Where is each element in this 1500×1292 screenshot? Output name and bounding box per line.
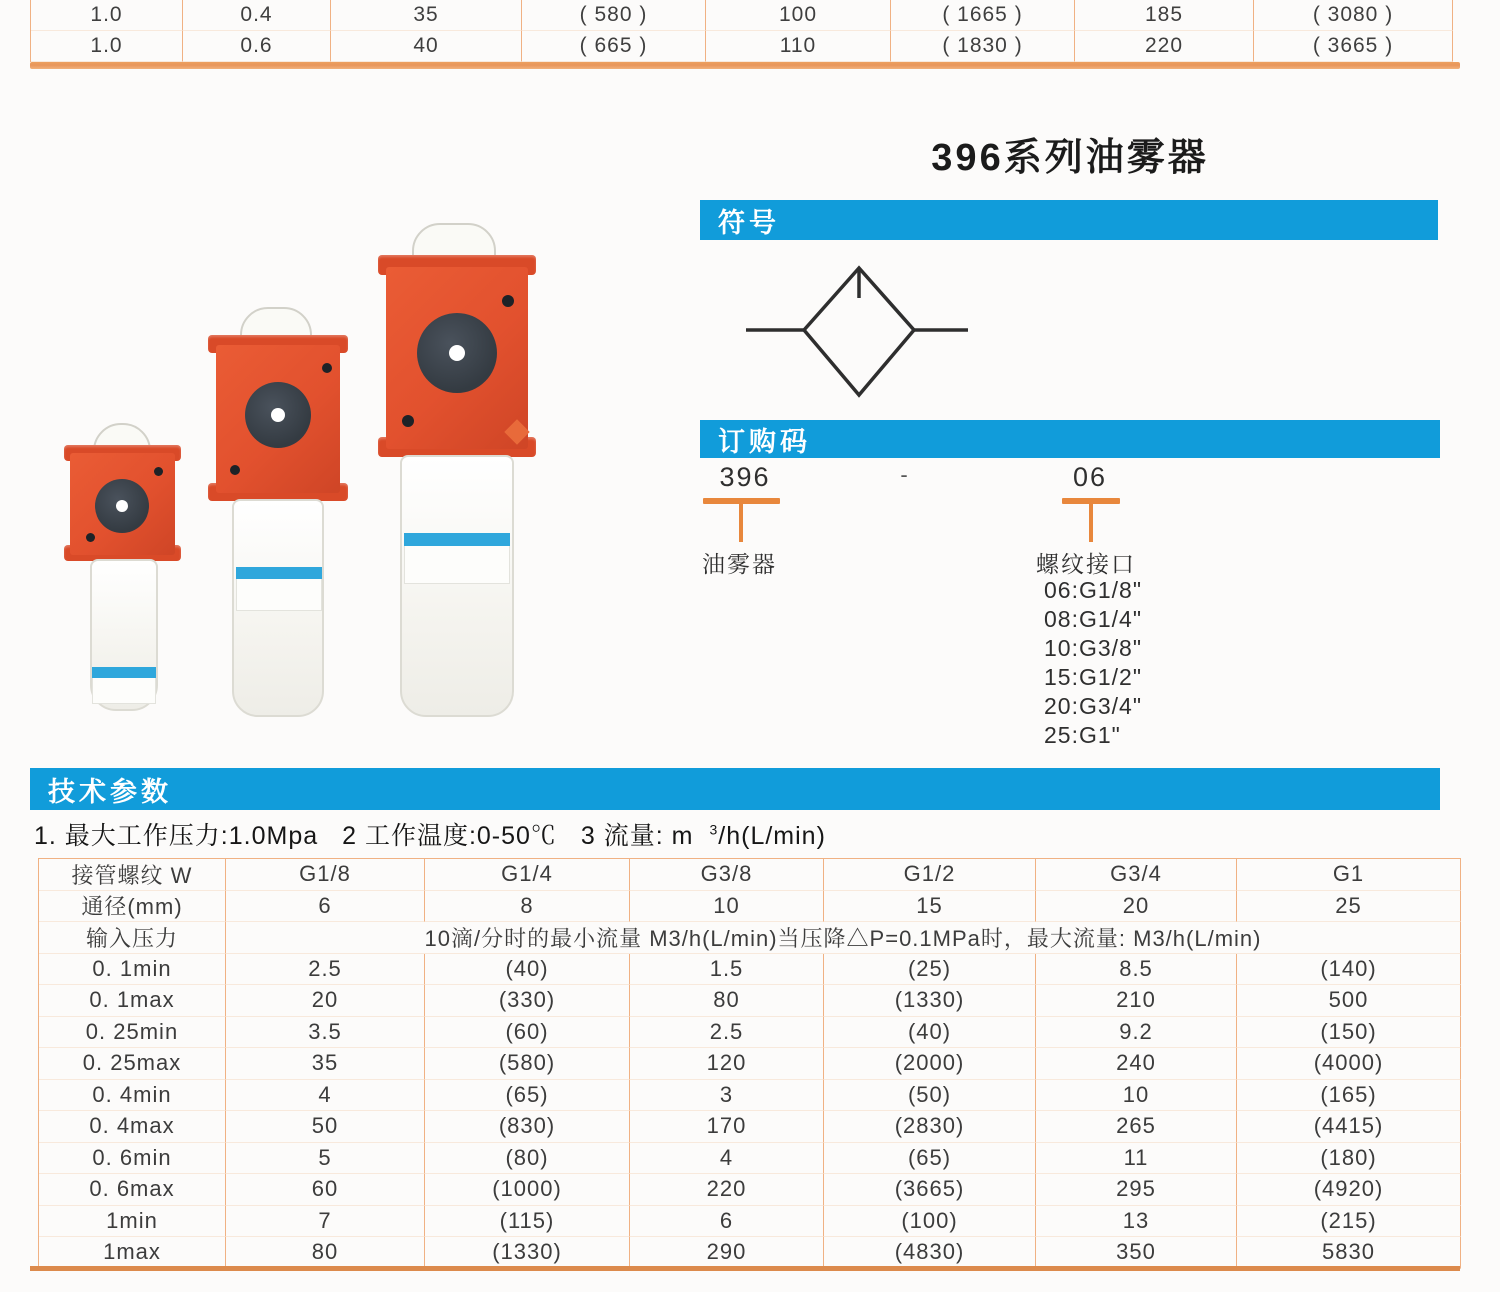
spec-cell: 295 [1036, 1174, 1237, 1206]
spec-row-label: 0. 4max [39, 1111, 226, 1143]
product-label [92, 678, 156, 704]
top-table-cell: 0.6 [183, 31, 331, 62]
product-label [236, 567, 322, 579]
port-option: 06:G1/8" [1044, 577, 1143, 603]
spec-cell: 3.5 [226, 1017, 425, 1049]
spec-cell: 120 [630, 1048, 824, 1080]
spec-cell: 220 [630, 1174, 824, 1206]
top-table-cell: 1.0 [31, 0, 183, 31]
spec-cell: 80 [630, 985, 824, 1017]
notes-line [34, 816, 842, 852]
port-options [1044, 576, 1142, 750]
spec-cell: 1.5 [630, 954, 824, 986]
note-flow-suffix: /h(L/min) [718, 822, 826, 850]
spec-cell: (2830) [824, 1111, 1036, 1143]
spec-cell: 4 [226, 1080, 425, 1112]
spec-header-cell: G1/8 [226, 859, 425, 891]
spec-cell: (215) [1237, 1206, 1461, 1238]
top-table-cell: ( 665 ) [522, 31, 706, 62]
spec-cell: (1330) [824, 985, 1036, 1017]
spec-header-cell: G1/2 [824, 859, 1036, 891]
top-table-cell: ( 3665 ) [1254, 31, 1453, 62]
order-code-marker-stem [739, 504, 743, 542]
symbol-section-header: 符号 [700, 200, 1438, 240]
spec-cell: 210 [1036, 985, 1237, 1017]
screw-dot [502, 295, 514, 307]
top-table-cell: 110 [706, 31, 891, 62]
page-title: 396系列油雾器 [931, 137, 1209, 179]
port-meaning-label: 螺纹接口 [1036, 551, 1136, 577]
screw-dot [154, 467, 163, 476]
spec-row-label: 1max [39, 1237, 226, 1269]
spec-header-cell: 20 [1036, 891, 1237, 923]
spec-cell: 170 [630, 1111, 824, 1143]
port-option: 20:G3/4" [1044, 693, 1143, 719]
spec-cell: (4830) [824, 1237, 1036, 1269]
spec-table-thick-rule [30, 1266, 1460, 1271]
spec-cell: (4920) [1237, 1174, 1461, 1206]
top-table-cell: ( 1830 ) [891, 31, 1075, 62]
product-label [404, 546, 510, 584]
top-table-cell: 40 [331, 31, 522, 62]
order-code-marker-stem [1089, 504, 1093, 542]
top-table-thick-rule [30, 62, 1460, 69]
spec-cell: (115) [425, 1206, 630, 1238]
spec-cell: 60 [226, 1174, 425, 1206]
top-table-cell: 185 [1075, 0, 1254, 31]
spec-cell: 4 [630, 1143, 824, 1175]
spec-header-cell: G1/4 [425, 859, 630, 891]
spec-pressure-note: 10滴/分时的最小流量 M3/h(L/min)当压降△P=0.1MPa时，最大流量: M3/h(L/min) [226, 922, 1461, 954]
spec-cell: 265 [1036, 1111, 1237, 1143]
spec-cell: 5830 [1237, 1237, 1461, 1269]
spec-cell: 290 [630, 1237, 824, 1269]
spec-header-cell: G3/4 [1036, 859, 1237, 891]
order-code-separator: - [900, 462, 910, 487]
port-option: 25:G1" [1044, 722, 1121, 748]
spec-header-cell: G3/8 [630, 859, 824, 891]
spec-cell: 5 [226, 1143, 425, 1175]
spec-cell: 500 [1237, 985, 1461, 1017]
spec-header-cell: 接管螺纹 W [39, 859, 226, 891]
spec-cell: 10 [1036, 1080, 1237, 1112]
top-table-cell: 35 [331, 0, 522, 31]
spec-cell: (1330) [425, 1237, 630, 1269]
order-code-series: 396 [719, 462, 771, 492]
port-option: 08:G1/4" [1044, 606, 1143, 632]
spec-header-cell: 25 [1237, 891, 1461, 923]
spec-cell: 350 [1036, 1237, 1237, 1269]
spec-row-label: 0. 6max [39, 1174, 226, 1206]
spec-cell: (65) [425, 1080, 630, 1112]
spec-cell: (4000) [1237, 1048, 1461, 1080]
product-label [404, 533, 510, 546]
spec-cell: 240 [1036, 1048, 1237, 1080]
spec-cell: (4415) [1237, 1111, 1461, 1143]
spec-cell: (580) [425, 1048, 630, 1080]
spec-row-label: 0. 4min [39, 1080, 226, 1112]
spec-table [38, 858, 1461, 1269]
top-table-cell: ( 1665 ) [891, 0, 1075, 31]
spec-cell: (180) [1237, 1143, 1461, 1175]
spec-cell: (60) [425, 1017, 630, 1049]
spec-cell: (40) [824, 1017, 1036, 1049]
series-meaning-label: 油雾器 [702, 551, 777, 577]
tech-params-section-header: 技术参数 [30, 768, 1440, 810]
spec-cell: 6 [630, 1206, 824, 1238]
spec-cell: (330) [425, 985, 630, 1017]
note-flow-sup: 3 [709, 821, 719, 838]
spec-header-cell: 10 [630, 891, 824, 923]
sight-dot [271, 408, 285, 422]
spec-row-label: 0. 1max [39, 985, 226, 1017]
sight-dot [116, 500, 128, 512]
top-table-cell: 100 [706, 0, 891, 31]
spec-cell: 7 [226, 1206, 425, 1238]
product-gallery [50, 215, 570, 720]
note-max-pressure: 1. 最大工作压力:1.0Mpa [34, 822, 319, 850]
spec-row-label: 0. 25min [39, 1017, 226, 1049]
screw-dot [230, 465, 240, 475]
spec-cell: 50 [226, 1111, 425, 1143]
spec-cell: (830) [425, 1111, 630, 1143]
top-table-cell: 1.0 [31, 31, 183, 62]
note-temperature: 2 工作温度:0-50℃ [342, 822, 557, 850]
port-option: 10:G3/8" [1044, 635, 1143, 661]
product-label [92, 667, 156, 678]
spec-cell: 13 [1036, 1206, 1237, 1238]
spec-cell: 9.2 [1036, 1017, 1237, 1049]
spec-row-label: 1min [39, 1206, 226, 1238]
clear-bowl [400, 455, 514, 717]
spec-cell: 20 [226, 985, 425, 1017]
spec-cell: (150) [1237, 1017, 1461, 1049]
screw-dot [322, 363, 332, 373]
spec-row-label: 0. 25max [39, 1048, 226, 1080]
spec-cell: (100) [824, 1206, 1036, 1238]
note-flow [581, 822, 842, 850]
spec-cell: (2000) [824, 1048, 1036, 1080]
spec-cell: 8.5 [1036, 954, 1237, 986]
spec-cell: (65) [824, 1143, 1036, 1175]
sight-dot [449, 345, 465, 361]
lubricator-symbol-diagram [718, 248, 1018, 413]
spec-cell: 2.5 [630, 1017, 824, 1049]
order-code-port: 06 [1072, 462, 1108, 492]
spec-header-cell: G1 [1237, 859, 1461, 891]
note-flow-prefix: 3 流量: m [580, 822, 694, 850]
spec-header-cell: 8 [425, 891, 630, 923]
top-flow-table [30, 0, 1453, 62]
spec-cell: 11 [1036, 1143, 1237, 1175]
spec-cell: (40) [425, 954, 630, 986]
spec-pressure-label: 输入压力 [39, 922, 226, 954]
spec-cell: (140) [1237, 954, 1461, 986]
product-image-small [50, 215, 210, 720]
spec-cell: (25) [824, 954, 1036, 986]
spec-header-cell: 15 [824, 891, 1036, 923]
spec-row-label: 0. 1min [39, 954, 226, 986]
spec-header-cell: 通径(mm) [39, 891, 226, 923]
product-label [236, 579, 322, 611]
spec-cell: (1000) [425, 1174, 630, 1206]
port-option: 15:G1/2" [1044, 664, 1143, 690]
order-code-section-header: 订购码 [700, 420, 1440, 458]
screw-dot [86, 533, 95, 542]
spec-cell: (50) [824, 1080, 1036, 1112]
spec-header-cell: 6 [226, 891, 425, 923]
spec-row-label: 0. 6min [39, 1143, 226, 1175]
top-table-cell: 0.4 [183, 0, 331, 31]
spec-cell: 3 [630, 1080, 824, 1112]
spec-cell: (80) [425, 1143, 630, 1175]
top-table-cell: 220 [1075, 31, 1254, 62]
top-table-cell: ( 3080 ) [1254, 0, 1453, 31]
spec-cell: 2.5 [226, 954, 425, 986]
spec-cell: 80 [226, 1237, 425, 1269]
spec-cell: (3665) [824, 1174, 1036, 1206]
spec-cell: (165) [1237, 1080, 1461, 1112]
top-table-cell: ( 580 ) [522, 0, 706, 31]
spec-cell: 35 [226, 1048, 425, 1080]
screw-dot [402, 415, 414, 427]
